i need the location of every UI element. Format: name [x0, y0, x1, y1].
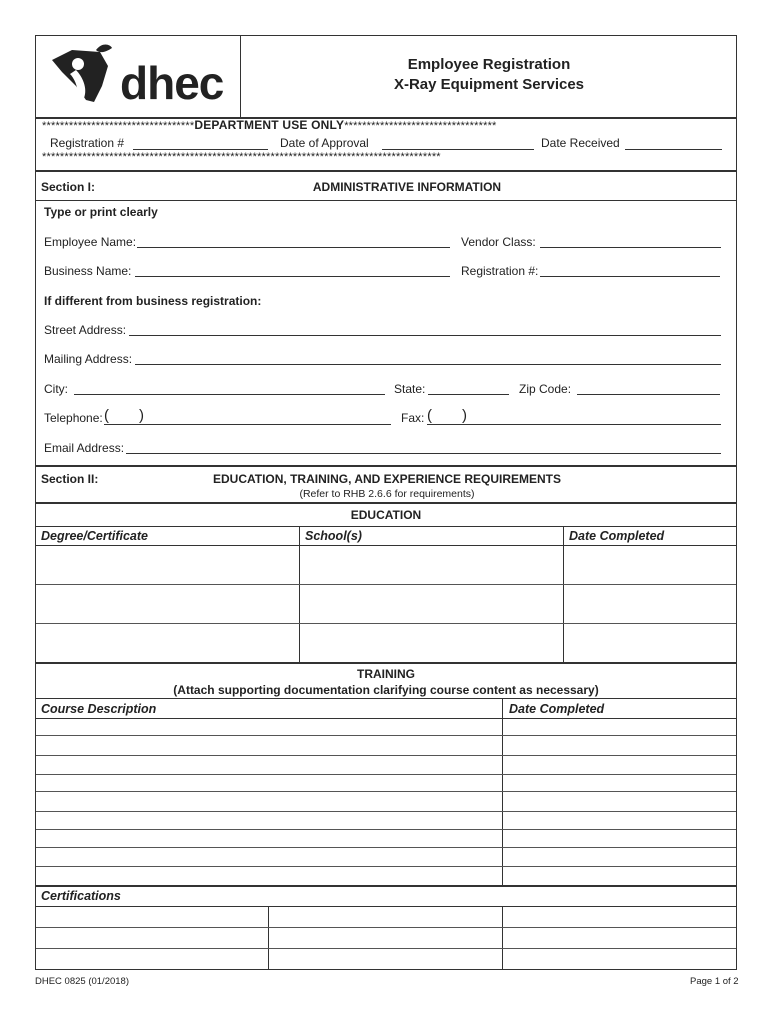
stars-right: **********************************: [344, 120, 497, 132]
edu-row-3[interactable]: [36, 624, 736, 662]
stars-left: **********************************: [42, 120, 195, 132]
training-title-rule: [36, 698, 736, 699]
different-note: If different from business registration:: [44, 294, 262, 308]
form-title: Employee Registration: [407, 56, 571, 73]
certifications-top-rule: [36, 885, 736, 887]
dept-approval-field[interactable]: [382, 149, 534, 150]
mailing-field[interactable]: [135, 364, 721, 365]
fax-label: Fax:: [401, 411, 425, 425]
certification-rows[interactable]: [36, 907, 736, 969]
dept-banner-line: [42, 118, 732, 132]
email-label: Email Address:: [44, 441, 125, 455]
training-title: TRAINING: [357, 667, 415, 681]
street-label: Street Address:: [44, 323, 127, 337]
telephone-paren-open: (: [104, 407, 109, 424]
education-title: EDUCATION: [350, 508, 422, 522]
vendor-class-label: Vendor Class:: [461, 235, 536, 249]
training-rows[interactable]: [36, 719, 736, 885]
section2-label: Section II:: [41, 472, 99, 486]
col-school-header: School(s): [305, 529, 362, 543]
registration-no-label: Registration #:: [461, 264, 539, 278]
dhec-logo: [48, 42, 233, 112]
state-label: State:: [394, 382, 426, 396]
form-id: DHEC 0825 (01/2018): [35, 976, 129, 987]
telephone-label: Telephone:: [44, 411, 103, 425]
dept-approval-label: Date of Approval: [280, 136, 369, 150]
email-field[interactable]: [126, 453, 721, 454]
telephone-paren-close: ): [139, 407, 144, 424]
dept-rule: [36, 170, 736, 172]
business-name-label: Business Name:: [44, 264, 132, 278]
col-degree-header: Degree/Certificate: [41, 529, 148, 543]
employee-name-field[interactable]: [137, 247, 450, 248]
col-edu-date-header: Date Completed: [569, 529, 665, 543]
logo-text: dhec: [120, 57, 224, 109]
col-course-header: Course Description: [41, 702, 157, 716]
fax-paren-open: (: [427, 407, 432, 424]
stars-bottom: *****************************************************************************************: [42, 151, 441, 163]
instruction-text: Type or print clearly: [44, 205, 158, 219]
dept-registration-label: Registration #: [50, 136, 125, 150]
edu-row-1[interactable]: [36, 546, 736, 584]
fax-paren-close: ): [462, 407, 467, 424]
training-note: (Attach supporting documentation clarifying course content as necessary): [173, 683, 599, 697]
vendor-class-field[interactable]: [540, 247, 721, 248]
training-top-rule: [36, 662, 736, 664]
page-number: Page 1 of 2: [690, 976, 739, 987]
section1-rule: [36, 200, 736, 201]
section2-rule: [36, 465, 736, 467]
col-training-date-header: Date Completed: [509, 702, 605, 716]
edu-row-2[interactable]: [36, 585, 736, 623]
state-field[interactable]: [428, 394, 509, 395]
dept-registration-field[interactable]: [133, 149, 268, 150]
city-field[interactable]: [74, 394, 385, 395]
business-name-field[interactable]: [135, 276, 450, 277]
education-top-rule: [36, 502, 736, 504]
zip-field[interactable]: [577, 394, 720, 395]
section1-label: Section I:: [41, 180, 96, 194]
dept-received-label: Date Received: [541, 136, 620, 150]
employee-name-label: Employee Name:: [44, 235, 137, 249]
education-title-rule: [36, 526, 736, 527]
section2-note: (Refer to RHB 2.6.6 for requirements): [299, 488, 475, 500]
dept-received-field[interactable]: [625, 149, 722, 150]
registration-no-field[interactable]: [540, 276, 720, 277]
section1-title: ADMINISTRATIVE INFORMATION: [312, 180, 502, 194]
street-field[interactable]: [129, 335, 721, 336]
section2-title: EDUCATION, TRAINING, AND EXPERIENCE REQUIREMENTS: [212, 472, 562, 486]
form-subtitle: X-Ray Equipment Services: [393, 76, 585, 93]
zip-label: Zip Code:: [519, 382, 572, 396]
fax-field[interactable]: [427, 424, 721, 425]
certifications-title: Certifications: [41, 889, 121, 903]
mailing-label: Mailing Address:: [44, 352, 133, 366]
city-label: City:: [44, 382, 68, 396]
dept-use-only-banner: DEPARTMENT USE ONLY: [194, 118, 345, 132]
telephone-field[interactable]: [104, 424, 391, 425]
